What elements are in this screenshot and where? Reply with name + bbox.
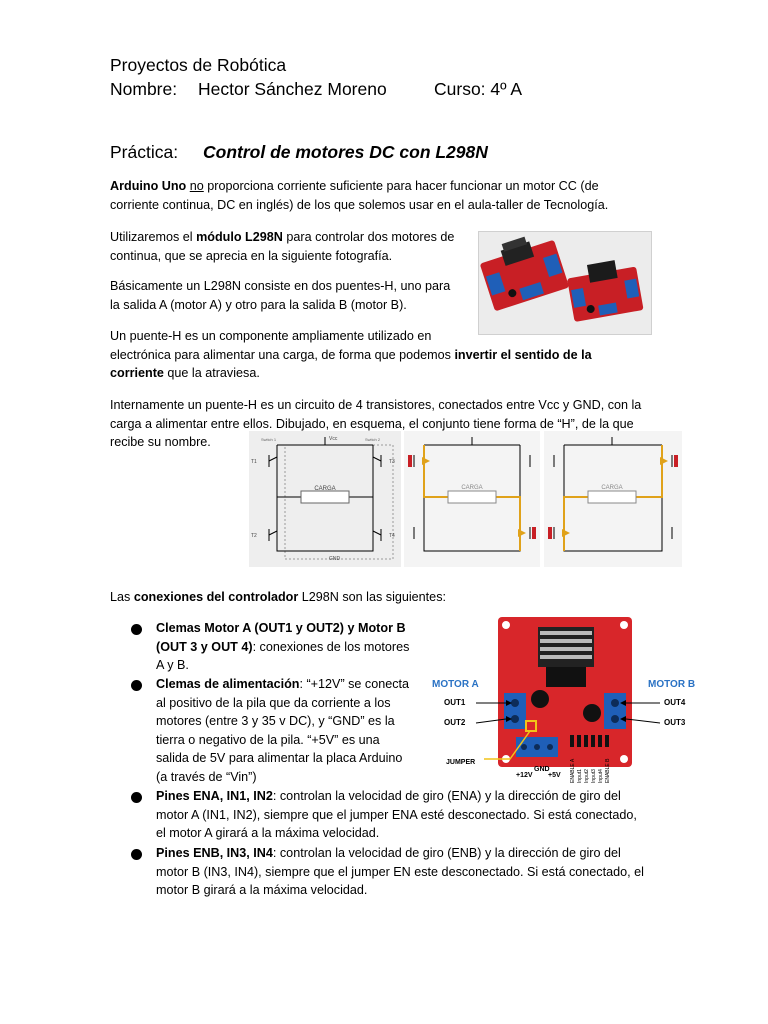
b3-line3: el motor A girará a la máxima velocidad. — [156, 826, 380, 841]
b2-line5: salida de 5V para alimentar la placa Arduino — [156, 751, 403, 766]
course-title: Proyectos de Robótica — [110, 55, 287, 75]
bullet-dot-1 — [131, 624, 142, 635]
para3-line1: Básicamente un L298N consiste en dos puentes-H, uno para — [110, 279, 451, 293]
practice-title: Control de motores DC con L298N — [203, 142, 488, 162]
t1-label: T1 — [251, 459, 257, 465]
out4-label: OUT4 — [664, 698, 686, 707]
motor-a-label: MOTOR A — [432, 679, 479, 690]
para2-pre: Utilizaremos el — [110, 230, 193, 244]
para5-line1: Internamente un puente-H es un circuito de 4 transistores, conectados entre Vcc y GND, con la — [110, 398, 642, 412]
paragraph-module — [110, 228, 470, 265]
b4-line3: motor B girará a la máxima velocidad. — [156, 883, 368, 898]
carga-label-1: CARGA — [314, 486, 336, 492]
bullet-power-terminals — [156, 675, 426, 787]
hbridge-diagram-path-a — [404, 431, 540, 567]
bullet-motor-terminals — [156, 619, 426, 675]
paragraph-hbridge-use — [110, 327, 630, 383]
para4-line2-bold: invertir el sentido de la — [454, 347, 592, 362]
v12-label: +12V — [516, 772, 533, 779]
para5-line3: recibe su nombre. — [110, 435, 211, 450]
bullet-pins-b — [156, 844, 676, 900]
hbridge-diagram-plain — [249, 431, 401, 567]
in3-label: Input3 — [591, 769, 597, 783]
v5-label: +5V — [548, 772, 561, 779]
hbridge-diagram-path-b — [544, 431, 682, 567]
gnd-label: GND — [534, 766, 550, 773]
para5-line2: carga a alimentar entre ellos. Dibujado, en esquema, el conjunto tiene forma de “H”, de la que — [110, 416, 634, 431]
b4-line2: motor B (IN3, IN4), siempre que el jumper EN este desconectado. Si está conectado, el — [156, 864, 644, 879]
switch1-label: Switch 1 — [261, 437, 277, 442]
t4-label: T4 — [389, 533, 395, 539]
b2-line3: motores (entre 3 y 35 v DC), y “GND” es la — [156, 714, 395, 729]
b2-line2: al positivo de la pila que da corriente a los — [156, 695, 391, 710]
out2-label: OUT2 — [444, 718, 466, 727]
b2-line4: tierra o negativo de la pila. “+5V” es una — [156, 732, 380, 747]
jumper-label: JUMPER — [446, 759, 476, 766]
bullet-pins-a — [156, 787, 676, 843]
conn-intro-post: L298N son las siguientes: — [301, 590, 446, 604]
bullet-dot-2 — [131, 680, 142, 691]
para1-line1: proporciona corriente suficiente para hacer funcionar un motor CC (de — [207, 179, 599, 193]
gnd-label-1: GND — [329, 556, 341, 562]
module-l298n-text: módulo L298N — [196, 230, 283, 244]
bullet-dot-4 — [131, 849, 142, 860]
conn-intro-bold: conexiones del controlador — [133, 590, 299, 604]
para4-line3-bold: corriente — [110, 366, 164, 381]
b4-line1-bold: Pines ENB, IN3, IN4 — [156, 846, 273, 860]
b1-line2-bold: (OUT 3 y OUT 4) — [156, 639, 253, 654]
name-label: Nombre: — [110, 79, 178, 99]
paragraph-hbridge-basic — [110, 277, 470, 314]
out3-label: OUT3 — [664, 718, 686, 727]
para3-line2: la salida A (motor A) y otro para la salida B (motor B). — [110, 297, 407, 312]
enb-label: ENABLE B — [605, 758, 611, 783]
ena-label: ENABLE A — [570, 758, 576, 783]
in2-label: Input2 — [584, 769, 590, 783]
in1-label: Input1 — [577, 769, 583, 783]
para4-line2-pre: electrónica para alimentar una carga, de forma que podemos — [110, 347, 451, 362]
para4-line3-post: que la atraviesa. — [167, 366, 260, 381]
practice-label: Práctica: — [110, 142, 179, 162]
no-text: no — [189, 179, 204, 193]
para1-line2: corriente continua, DC en inglés) de los que solemos usar en el aula-taller de Tecnología. — [110, 197, 609, 212]
l298n-photo — [478, 231, 652, 335]
para2-line2: continua, que se aprecia en la siguiente fotografía. — [110, 248, 393, 263]
para2-post: para controlar dos motores de — [286, 230, 455, 244]
para4-line1: Un puente-H es un componente ampliamente utilizado en — [110, 329, 432, 343]
l298n-module-diagram — [430, 613, 700, 785]
b3-line2: motor A (IN1, IN2), siempre que el jumper ENA esté desconectado. Si está conectado, — [156, 807, 637, 822]
in4-label: Input4 — [598, 769, 604, 783]
switch2-label: Switch 2 — [365, 437, 381, 442]
b3-line1-bold: Pines ENA, IN1, IN2 — [156, 789, 273, 803]
out1-label: OUT1 — [444, 698, 466, 707]
carga-label-2: CARGA — [461, 485, 483, 491]
bullet-dot-3 — [131, 792, 142, 803]
b2-line1-rest: : “+12V” se conecta — [299, 677, 410, 691]
conn-intro-pre: Las — [110, 590, 131, 604]
b2-line1-bold: Clemas de alimentación — [156, 677, 300, 691]
motor-b-label: MOTOR B — [648, 679, 696, 690]
connections-intro — [110, 588, 446, 607]
arduino-uno-text: Arduino Uno — [110, 179, 187, 193]
b1-line3: A y B. — [156, 658, 189, 673]
t2-label: T2 — [251, 533, 257, 539]
b1-line2-rest: : conexiones de los motores — [252, 639, 410, 654]
student-name: Hector Sánchez Moreno — [198, 79, 387, 99]
b4-line1-rest: : controlan la velocidad de giro (ENB) y la dirección de giro del — [272, 846, 621, 860]
t3-label: T3 — [389, 459, 395, 465]
vcc-label-1: Vcc — [329, 436, 338, 442]
paragraph-intro — [110, 177, 650, 214]
b1-line1: Clemas Motor A (OUT1 y OUT2) y Motor B — [156, 621, 406, 635]
course-grade: Curso: 4º A — [434, 79, 523, 99]
carga-label-3: CARGA — [601, 485, 623, 491]
b3-line1-rest: : controlan la velocidad de giro (ENA) y la dirección de giro del — [272, 789, 621, 803]
b2-line6: (a través de “Vin”) — [156, 769, 257, 784]
